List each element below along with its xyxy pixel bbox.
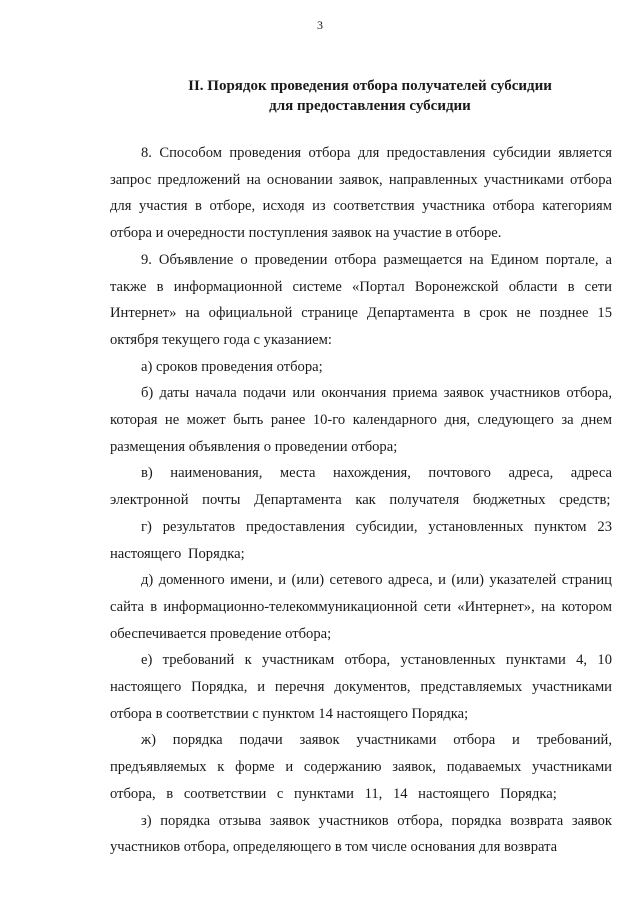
page-number: 3 [317, 18, 323, 32]
section-title [150, 76, 590, 116]
paragraph-9a: а) сроков проведения отбора; [141, 358, 323, 375]
document-body [110, 140, 612, 861]
section-title-line-1: II. Порядок проведения отбора получателей субсидии [188, 78, 552, 94]
paragraph-9z: з) порядка отзыва заявок участников отбора, порядка возврата заявок участников отбора, определяющего в том числе основания для возврата [110, 812, 612, 856]
paragraph-9: 9. Объявление о проведении отбора размещается на Едином портале, а также в информационной системе «Портал Воронежской области в сети Интернет» на официальной странице Департамента в срок не позднее 15 октября текущего года с указанием: [110, 251, 612, 348]
paragraph-9v: в) наименования, места нахождения, почтового адреса, адреса электронной почты Департамента как получателя бюджетных средств; [110, 465, 612, 509]
section-title-line-2: для предоставления субсидии [269, 98, 471, 114]
paragraph-8: 8. Способом проведения отбора для предоставления субсидии является запрос предложений на основании заявок, направленных участниками отбора для участия в отборе, исходя из соответствия участника отбора категориям отбора и очередности поступления заявок на участие в отборе. [110, 145, 612, 242]
paragraph-9zh: ж) порядка подачи заявок участниками отбора и требований, предъявляемых к форме и содержанию заявок, подаваемых участниками отбора, в соответствии с пунктами 11, 14 настоящего Порядка; [110, 732, 612, 802]
paragraph-9e: е) требований к участникам отбора, установленных пунктами 4, 10 настоящего Порядка, и перечня документов, представляемых участниками отбора в соответствии с пунктом 14 настоящего Порядка; [110, 652, 612, 722]
paragraph-9g: г) результатов предоставления субсидии, установленных пунктом 23 настоящего Порядка; [110, 518, 612, 562]
paragraph-9b: б) даты начала подачи или окончания приема заявок участников отбора, которая не может быть ранее 10-го календарного дня, следующего за днем размещения объявления о проведении отбора; [110, 385, 612, 455]
paragraph-9d: д) доменного имени, и (или) сетевого адреса, и (или) указателей страниц сайта в информационно-телекоммуникационной сети «Интернет», на котором обеспечивается проведение отбора; [110, 572, 612, 642]
